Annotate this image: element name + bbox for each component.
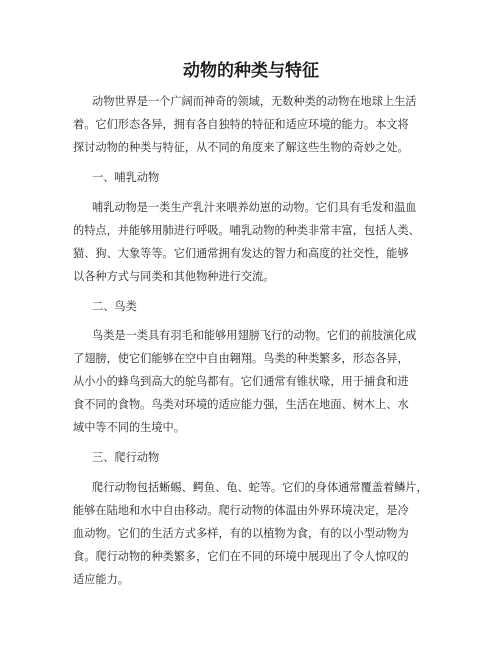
section-line: 适应能力。 [73,573,129,586]
section-line: 哺乳动物是一类生产乳汁来喂养幼崽的动物。它们具有毛发和温血 [92,201,417,214]
section-line: 爬行动物包括蜥蜴、鳄鱼、龟、蛇等。它们的身体通常覆盖着鳞片， [92,481,428,494]
document-title: 动物的种类与特征 [183,61,319,81]
section-heading-reptiles: 三、爬行动物 [92,451,160,464]
intro-line: 着。它们形态各异，拥有各自独特的特征和适应环境的能力。本文将 [73,118,409,131]
section-heading-mammals: 一、哺乳动物 [92,171,160,184]
intro-line: 探讨动物的种类与特征，从不同的角度来了解这些生物的奇妙之处。 [73,141,409,154]
section-line: 能够在陆地和水中自由移动。爬行动物的体温由外界环境决定，是冷 [73,504,409,517]
section-line: 了翅膀，使它们能够在空中自由翱翔。鸟类的种类繁多，形态各异， [73,352,409,365]
section-line: 血动物。它们的生活方式多样，有的以植物为食，有的以小型动物为 [73,527,409,540]
section-heading-birds: 二、鸟类 [92,300,137,313]
section-line: 域中等不同的生境中。 [73,421,185,434]
section-line: 食。爬行动物的种类繁多，它们在不同的环境中展现出了令人惊叹的 [73,550,409,563]
section-line: 食不同的食物。鸟类对环境的适应能力强，生活在地面、树木上、水 [73,398,409,411]
intro-line: 动物世界是一个广阔而神奇的领域，无数种类的动物在地球上生活 [92,95,417,108]
section-line: 从小小的蜂鸟到高大的鸵鸟都有。它们通常有锥状喙，用于捕食和进 [73,375,409,388]
section-line: 鸟类是一类具有羽毛和能够用翅膀飞行的动物。它们的前肢演化成 [92,329,417,342]
section-line: 猫、狗、大象等等。它们通常拥有发达的智力和高度的社交性，能够 [73,247,409,260]
section-line: 以各种方式与同类和其他物种进行交流。 [73,270,275,283]
section-line: 的特点，并能够用肺进行呼吸。哺乳动物的种类非常丰富，包括人类、 [73,224,420,237]
